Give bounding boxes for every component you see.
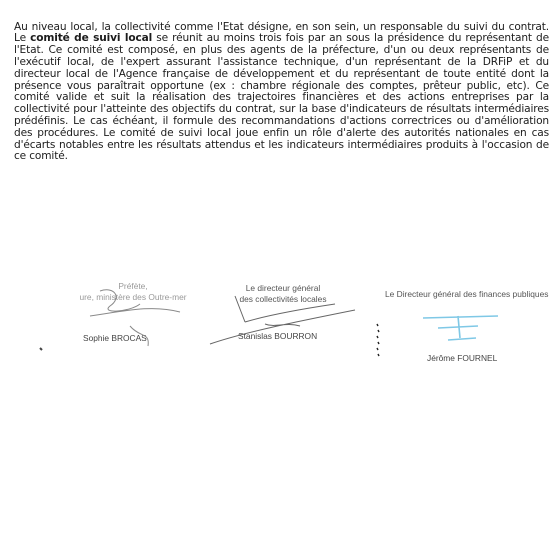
handwritten-signature-1 xyxy=(70,286,210,356)
signatory-title-line2: ure, ministère des Outre-mer xyxy=(79,292,187,302)
paragraph-intro: Au niveau local, la collectivité comme l'Etat désigne, en son sein, un responsable du suivi du contrat. Le xyxy=(14,20,549,45)
signatory-title: Le Directeur général des finances publiques xyxy=(385,289,549,299)
signatory-title-line1: Préfète, xyxy=(118,281,148,291)
stamp-mark xyxy=(418,306,508,356)
handwritten-signature-3 xyxy=(372,322,392,362)
signatory-title-line2: des collectivités locales xyxy=(239,294,327,304)
signatory-name: Stanislas BOURRON xyxy=(238,331,318,341)
paragraph-bold-term: comité de suivi local xyxy=(30,32,153,45)
paragraph-rest: se réunit au moins trois fois par an sous la présidence du représentant de l'Etat. Ce comité est composé, en plus des agents de la préfecture, d'un ou deux représentants de l'exécutif local, de l'expert assurant l'assistance technique, d'un représentant de la DRFiP et du directeur local de l'Agence française de développement et du représentant de toute entité dont la présence vous paraîtrait opportune (ex : chambre régionale des comptes, prêteur public, etc). Ce comité valide et suit la réalisation des trajectoires financières et des actions entreprises par la collectivité pour l'atteinte des objectifs du contrat, sur la base d'indicateurs de résultats intermédiaires prédéfinis. Le cas échéant, il formule des recommandations d'actions correctrices ou d'amélioration des procédures. Le comité de suivi local joue enfin un rôle d'alerte des autorités nationales en cas d'écarts notables entre les résultats attendus et les indicateurs intermédiaires produits à l'occasion de ce comité. xyxy=(14,32,550,163)
signatory-name: Sophie BROCAS xyxy=(83,333,147,343)
signatory-title-line1: Le directeur général xyxy=(245,283,321,293)
body-paragraph xyxy=(14,22,549,164)
signatory-name: Jérôme FOURNEL xyxy=(427,353,498,363)
handwritten-signature-2 xyxy=(205,292,365,352)
